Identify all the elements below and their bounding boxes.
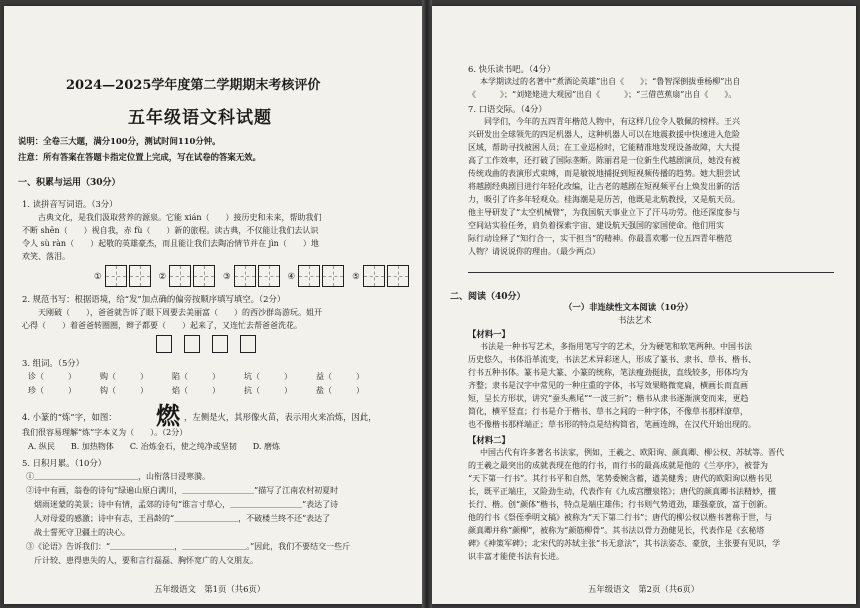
material-2-line-3: “天下第一行书”。其行书平和自然，笔势委婉含蓄，遒美健秀；唐代的欧阳询以楷书见 xyxy=(468,474,773,483)
exam-note-2: 注意：所有答案在答题卡指定位置上完成，写在试卷的答案无效。 xyxy=(18,152,261,162)
q5-line-7: 斤计较、患得患失的人，要和言行磊磊、胸怀宽广的人交朋友。 xyxy=(34,556,258,565)
q2-line-2: 心得（ ）着爸爸转圈圈，辫子都要（ ）起来了，又连忙去帮爸爸洗花。 xyxy=(22,321,302,330)
q6-title: 6. 快乐读书吧。（4分） xyxy=(468,64,556,74)
page-2-footer: 五年级语文 第2页（共6页） xyxy=(588,584,700,594)
q5-line-5: 战士誓死守卫疆土的决心。 xyxy=(34,528,130,537)
q7-line-6: 将越剧经典剧目进行年轻化改编，让古老的越剧在短视频平台上焕发出新的活 xyxy=(468,182,740,191)
q4-text-1: 4. 小篆的“炼”字，如图： xyxy=(22,412,117,422)
q1-line-3: 令人 sù ràn（ ）起敬的英雄豪杰，而且能让我们去陶冶情节并在 jìn（ ）地 xyxy=(22,239,319,248)
q1-title: 1. 读拼音写词语。（3分） xyxy=(22,199,118,209)
page-1-footer: 五年级语文 第1页（共6页） xyxy=(154,584,266,594)
q3-word-3: 陷（ ） xyxy=(172,372,220,381)
grid-label-3: ③ xyxy=(223,271,231,281)
grid-label-5: ⑤ xyxy=(352,271,360,281)
q6-line-1: 本学期读过的名著中“煮酒论英雄”出自《 》；“鲁智深倒拔垂杨柳”出自 xyxy=(480,77,741,86)
writing-cell[interactable] xyxy=(298,265,320,287)
writing-cell[interactable] xyxy=(363,265,385,287)
q7-line-3: 区域，帮助寻找被困人员；在工业巡检时，它能精准地发现设备故障，大大提 xyxy=(468,143,740,152)
q3-word-6: 珍（ ） xyxy=(28,386,76,395)
reading-part-heading: （一）非连续性文本阅读（10分） xyxy=(564,302,693,312)
writing-cell[interactable] xyxy=(129,265,151,287)
q1-line-4: 欢笑、落泪。 xyxy=(22,252,70,261)
writing-cell[interactable] xyxy=(193,265,215,287)
exam-note-1: 说明：全卷三大题，满分100分，测试时间110分钟。 xyxy=(18,136,221,146)
material-1-line-5: 短，呈长方形状，讲究“蚕头燕尾”“一波三折”；楷书从隶书逐渐演变而来，更趋 xyxy=(468,394,749,403)
material-2-line-7: 颜真卿并称“颜柳”，被称为“颜筋柳骨”。其书法以骨力劲健见长，代表作是《玄秘塔 xyxy=(468,526,765,535)
q2-line-1: 天刚破（ ），爸爸就告诉了眼下周要去美丽富（ ）的西沙群岛游玩。姐开 xyxy=(38,308,322,317)
material-1-line-1: 书法是一种书写艺术，多指用笔写字的艺术，分为硬笔和软笔两种。中国书法 xyxy=(480,342,752,351)
material-2-line-8: 碑》《神策军碑》；北宋代的苏轼主张“书无意法”，其书法姿态、豪放，主张要有见识，学 xyxy=(468,539,781,548)
grid-label-2: ② xyxy=(158,271,167,281)
writing-cell[interactable] xyxy=(322,265,344,287)
answer-box[interactable] xyxy=(212,335,228,353)
q3-word-1: 诊（ ） xyxy=(28,372,76,381)
q4-options: A. 纵民 B. 加热物体 C. 冶炼金石，使之纯净或坚韧 D. 磨炼 xyxy=(28,442,280,451)
q7-line-4: 高了工作效率，还打破了国际垄断。陈丽君是一位新生代越剧演员，她没有被 xyxy=(468,156,740,165)
material-1-line-7: 也不像楷书那样端正；草书形的特点是结构简省，笔画连绵，在汉代开始出现的。 xyxy=(468,420,756,429)
material-2-line-5: 长行、楷。创“颜体”楷书，特点是端庄雄伟；行书则气势道劲，雄强豪放，富于创新。 xyxy=(468,500,773,509)
material-2-line-6: 他的行书《祭侄季明文稿》被称为“天下第二行书”；唐代的柳公权以楷书著称于世，与 xyxy=(468,513,773,522)
q7-line-5: 传统戏曲的表演形式束缚，而是敏锐地捕捉到短视频传播的趋势。她大胆尝试 xyxy=(468,169,740,178)
q3-title: 3. 组词。（5分） xyxy=(22,358,85,368)
exam-title: 五年级语文科试题 xyxy=(128,108,272,128)
q7-line-9: 空间站实验任务，肩负着探索宇宙、建设航天强国的家国使命。他们用实 xyxy=(468,221,724,230)
q7-line-2: 兴研发出全球领先的四足机器人，这种机器人可以在地震救援中快速进入危险 xyxy=(468,130,740,139)
writing-cell[interactable] xyxy=(258,265,280,287)
material-2-label: 【材料二】 xyxy=(468,435,510,445)
material-2-line-2: 的王羲之最突出的成就表现在他的行书，而行书的最高成就是他的《兰亭序》，被誉为 xyxy=(468,461,768,470)
material-1-label: 【材料一】 xyxy=(468,329,510,339)
material-2-line-1: 中国古代有许多著名书法家，例如，王羲之、欧阳询、颜真卿、柳公权、苏轼等。晋代 xyxy=(480,448,784,457)
q5-line-3: 烟雨迷蒙的美景；诗中有情，孟郊的诗句“谁言寸草心，＿＿＿＿＿＿＿＿＿”表达了诗 xyxy=(34,500,339,509)
q6-line-2: 《 》；“刘姥姥进大观园”出自《 》；“三借芭蕉扇”出自《 》。 xyxy=(468,90,737,99)
exam-year-heading: 2024—2025学年度第二学期期末考核评价 xyxy=(66,78,321,93)
q5-line-6: ③《论语》告诉我们：“＿＿＿＿＿＿＿＿，＿＿＿＿＿＿＿＿。”因此，我们不要结交一些斤 xyxy=(26,542,351,551)
material-1-line-6: 简化，横平竖直；行书是介于楷书、草书之间的一种字体，不像草书那样潦草， xyxy=(468,407,748,416)
material-1-line-3: 行书五种书体。篆书是大篆、小篆的统称，笔法瘦劲挺拔，直线较多，形体均为 xyxy=(468,368,748,377)
q1-line-2: 不断 shēn（ ）视自我，赤 fù（ ）新的旅程。读古典，不仅能让我们去认识 xyxy=(22,226,319,235)
q5-line-2: ②诗中有画，翁卷的诗句“绿遍山原白满川，＿＿＿＿＿＿＿＿＿”描写了江南农村初夏时 xyxy=(26,486,339,495)
exam-page-2 xyxy=(432,6,856,604)
q4-text-3: 我们很容易理解“炼”字本义为（ ）。（2分） xyxy=(22,428,188,437)
q7-line-11: 人物？请说说你的理由。（最少两点） xyxy=(468,247,600,256)
q7-line-10: 际行动诠释了“知行合一，实干担当”的精神。你最喜欢哪一位五四青年楷范 xyxy=(468,234,733,243)
q5-line-4: 人对母爱的感激；诗中有志，王昌龄的“＿＿＿＿＿＿＿＿，不破楼兰终不还”表达了 xyxy=(34,514,331,523)
answer-box[interactable] xyxy=(240,335,256,353)
q3-word-8: 焰（ ） xyxy=(172,386,220,395)
q5-title: 5. 日积月累。（10分） xyxy=(22,458,107,468)
answer-line[interactable] xyxy=(468,272,834,273)
material-2-line-9: 识丰富才能使书法有长进。 xyxy=(468,552,564,561)
q7-line-8: 他主导研发了“太空机械臂”，为我国航天事业立下了汗马功劳。他还深度参与 xyxy=(468,208,741,217)
writing-cell[interactable] xyxy=(387,265,409,287)
material-2-line-4: 长，既平正端庄，又险劲生动，代表作有《九成宫醴泉铭》；唐代的颜真卿书法精妙，擅 xyxy=(468,487,776,496)
writing-cell[interactable] xyxy=(169,265,191,287)
page-gutter xyxy=(422,0,432,608)
q3-word-5: 益（ ） xyxy=(316,372,364,381)
q7-line-7: 力，吸引了许多年轻观众。桂海潮是是历苦，他既是北航教授，又是航天员。 xyxy=(468,195,740,204)
q4-text-2: ，左侧是火，其形像火苗，表示用火来冶炼，因此， xyxy=(184,412,377,422)
q3-word-10: 盐（ ） xyxy=(316,386,364,395)
grid-label-4: ④ xyxy=(287,271,296,281)
writing-cell[interactable] xyxy=(234,265,256,287)
reading-title: 书法艺术 xyxy=(618,315,652,325)
answer-box[interactable] xyxy=(184,335,200,353)
material-1-line-4: 齐整；隶书是汉字中常见的一种庄重的字体，书写效果略微宽扁，横画长而直画 xyxy=(468,381,748,390)
grid-label-1: ① xyxy=(94,271,102,281)
section-2-heading: 二、阅读（40分） xyxy=(450,292,526,302)
q2-title: 2. 规范书写：根据语境，给“发”加点确的偏旁按顺序填写填空。（2分） xyxy=(22,294,286,304)
q7-line-1: 同学们，今年的五四青年楷范人物中，有这样几位令人敬佩的榜样。王兴 xyxy=(484,117,740,126)
q1-line-1: 古典文化，是我们汲取营养的源泉。它能 xián（ ）接历史和未来，帮助我们 xyxy=(38,213,322,222)
section-1-heading: 一、积累与运用（30分） xyxy=(18,178,121,188)
seal-script-glyph: 燃 xyxy=(156,401,180,430)
answer-box[interactable] xyxy=(156,335,172,353)
q7-title: 7. 口语交际。（4分） xyxy=(468,104,547,114)
exam-page-1 xyxy=(4,6,422,604)
q3-word-7: 钩（ ） xyxy=(100,386,148,395)
material-1-line-2: 历史悠久，书体沿革流变，书法艺术异彩迷人，形成了篆书、隶书、草书、楷书、 xyxy=(468,355,756,364)
q3-word-4: 坑（ ） xyxy=(244,372,292,381)
q1-answer-grid xyxy=(94,265,411,287)
q5-line-1: ①＿＿＿＿＿＿＿＿＿＿＿＿＿，山衔落日浸寒漪。 xyxy=(26,472,210,481)
writing-cell[interactable] xyxy=(105,265,127,287)
q3-word-2: 购（ ） xyxy=(100,372,148,381)
q3-word-9: 抗（ ） xyxy=(244,386,292,395)
